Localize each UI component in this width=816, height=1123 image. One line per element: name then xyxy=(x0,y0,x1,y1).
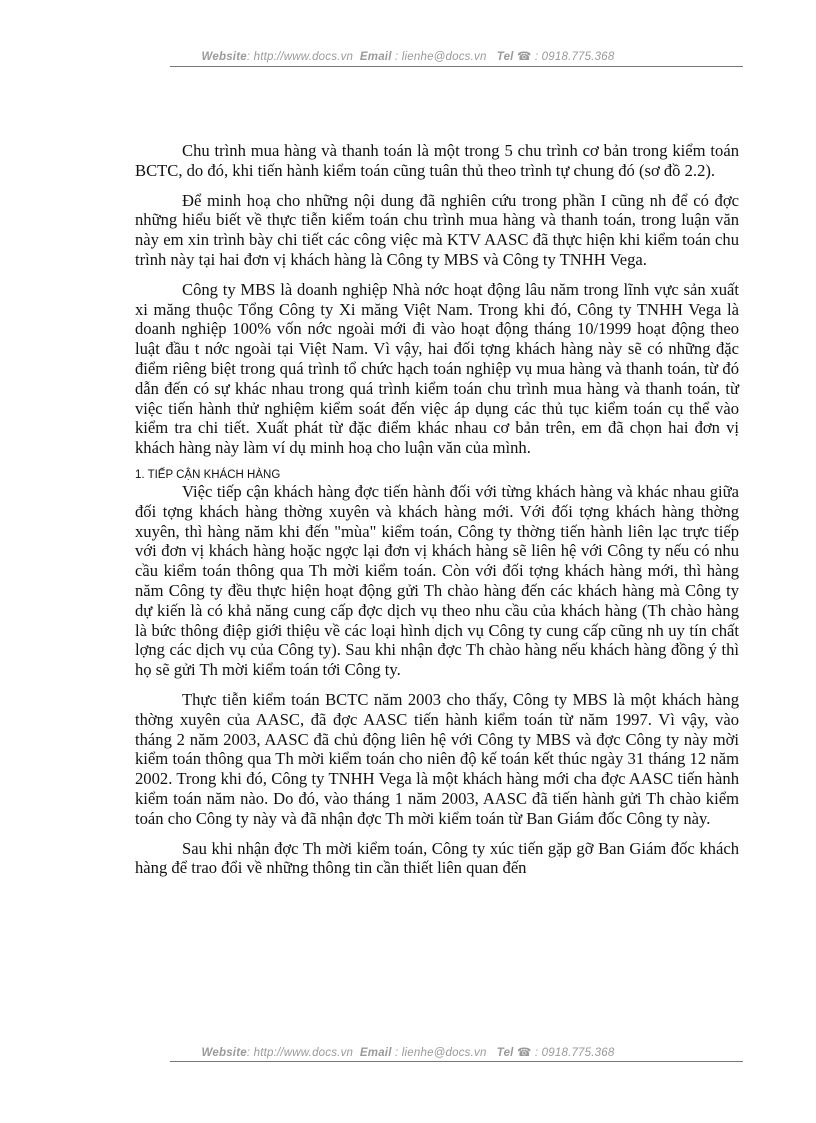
footer-email-label: Email xyxy=(359,1047,392,1059)
paragraph-5: Thực tiễn kiểm toán BCTC năm 2003 cho thấy, Công ty MBS là một khách hàng thờng xuyên của AASC, đã đợc AASC tiến hành kiểm toán từ năm 1997. Vì vậy, vào tháng 2 năm 2003, AASC đã chủ động liên hệ với Công ty MBS và đợc Công ty này mời kiểm toán thông qua Th mời kiểm toán cho niên độ kế toán kết thúc ngày 31 tháng 12 năm 2002. Trong khi đó, Công ty TNHH Vega là một khách hàng mới cha đợc AASC tiến hành kiểm toán năm nào. Do đó, vào tháng 1 năm 2003, AASC đã tiến hành gửi Th chào kiểm toán cho Công ty này và đã nhận đợc Th mời kiểm toán từ Ban Giám đốc Công ty này. xyxy=(135,689,739,828)
paragraph-3: Công ty MBS là doanh nghiệp Nhà nớc hoạt động lâu năm trong lĩnh vực sản xuất xi măng thuộc Tổng Công ty Xi măng Việt Nam. Trong khi đó, Công ty TNHH Vega là doanh nghiệp 100% vốn nớc ngoài mới đi vào hoạt động tháng 10/1999 hoạt động theo luật đầu t nớc ngoài tại Việt Nam. Vì vậy, hai đối tợng khách hàng này sẽ có những đặc điểm riêng biệt trong quá trình tổ chức hạch toán nghiệp vụ mua hàng và thanh toán, từ đó dẫn đến có sự khác nhau trong quá trình kiểm toán chu trình mua hàng và thanh toán, từ việc tiến hành thử nghiệm kiểm soát đến việc áp dụng các thủ tục kiểm toán cụ thể vào kiểm tra chi tiết. Xuất phát từ đặc điểm khác nhau cơ bản trên, em đã chọn hai đơn vị khách hàng này làm ví dụ minh hoạ cho luận văn của mình. xyxy=(135,279,739,458)
document-body xyxy=(135,141,739,888)
header-tel: ☎ : 0918.775.368 xyxy=(513,51,615,63)
header-website[interactable]: : http://www.docs.vn xyxy=(246,51,354,63)
header-email[interactable]: : lienhe@docs.vn xyxy=(391,51,487,63)
footer-tel: ☎ : 0918.775.368 xyxy=(513,1047,615,1059)
header-tel-label: Tel xyxy=(496,51,514,63)
paragraph-1: Chu trình mua hàng và thanh toán là một trong 5 chu trình cơ bản trong kiểm toán BCTC, do đó, khi tiến hành kiểm toán cũng tuân thủ theo trình tự chung đó (sơ đồ 2.2). xyxy=(135,141,739,180)
paragraph-6: Sau khi nhận đợc Th mời kiểm toán, Công ty xúc tiến gặp gỡ Ban Giám đốc khách hàng để trao đổi về những thông tin cần thiết liên quan đến xyxy=(135,838,739,878)
footer-email[interactable]: : lienhe@docs.vn xyxy=(391,1047,487,1059)
header-website-label: Website xyxy=(201,51,247,63)
header-email-label: Email xyxy=(359,51,392,63)
footer-divider xyxy=(170,1061,743,1062)
section-heading: 1. TIẾP CẬN KHÁCH HÀNG xyxy=(135,468,281,481)
footer-website[interactable]: : http://www.docs.vn xyxy=(246,1047,354,1059)
paragraph-4: Việc tiếp cận khách hàng đợc tiến hành đối với từng khách hàng và khác nhau giữa đối tợng khách hàng thờng xuyên và khách hàng mới. Với đối tợng khách hàng thờng xuyên, thì hàng năm khi đến "mùa" kiểm toán, Công ty thờng tiến hành liên lạc trực tiếp với đơn vị khách hàng hoặc ngợc lại đơn vị khách hàng sẽ liên hệ với Công ty nếu có nhu cầu kiểm toán thông qua Th mời kiểm toán. Còn với đối tợng khách hàng mới, thì hàng năm Công ty đều thực hiện hoạt động gửi Th chào hàng đến các khách hàng mà Công ty dự kiến là có khả năng cung cấp đợc dịch vụ theo nhu cầu của khách hàng (Th chào hàng là bức thông điệp giới thiệu về các loại hình dịch vụ Công ty cung cấp cũng nh uy tín chất lợng các dịch vụ của Công ty). Sau khi nhận đợc Th chào hàng nếu khách hàng đồng ý thì họ sẽ gửi Th mời kiểm toán tới Công ty. xyxy=(135,481,739,680)
header-divider xyxy=(170,66,743,67)
page-footer xyxy=(0,1045,816,1059)
page-header xyxy=(0,49,816,63)
footer-website-label: Website xyxy=(201,1047,247,1059)
footer-tel-label: Tel xyxy=(496,1047,514,1059)
paragraph-2: Để minh hoạ cho những nội dung đã nghiên cứu trong phần I cũng nh để có đợc những hiểu biết về thực tiễn kiểm toán chu trình mua hàng và thanh toán, trong luận văn này em xin trình bày chi tiết các công việc mà KTV AASC đã thực hiện khi kiểm toán chu trình này tại hai đơn vị khách hàng là Công ty MBS và Công ty TNHH Vega. xyxy=(135,190,739,269)
